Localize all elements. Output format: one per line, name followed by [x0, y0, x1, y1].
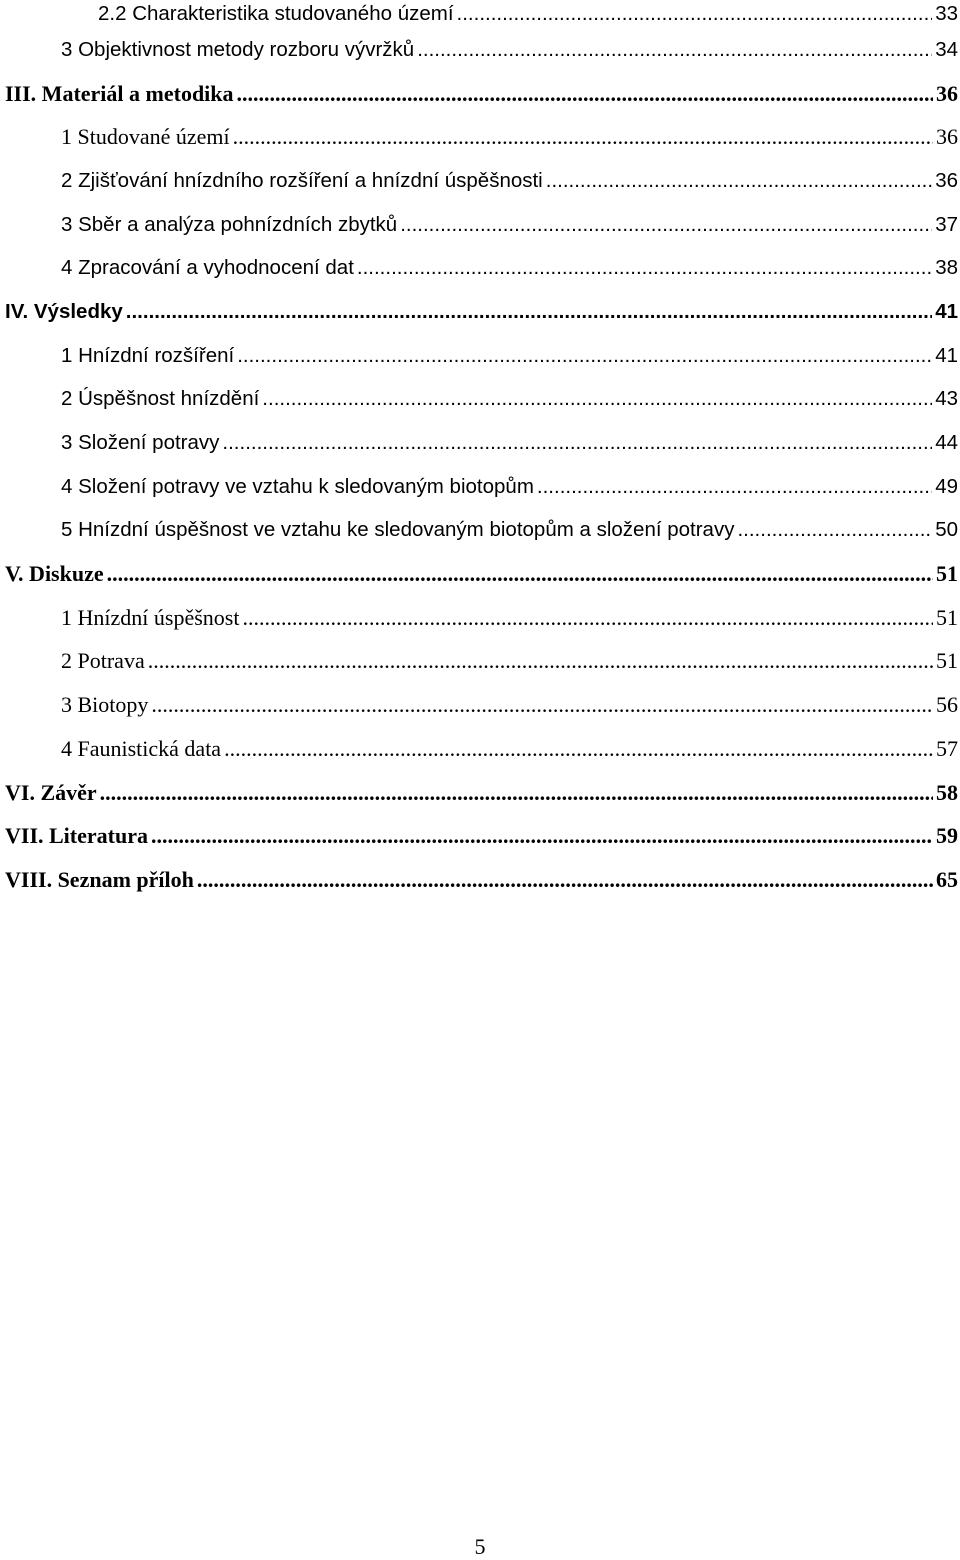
- toc-entry-title: VI. Závěr: [5, 779, 97, 805]
- toc-entry-page: 36: [935, 168, 958, 192]
- toc-entry-page: 51: [936, 604, 958, 630]
- toc-entry-title: 2 Úspěšnost hnízdění: [61, 387, 260, 411]
- toc-entry[interactable]: [5, 378, 960, 422]
- toc-entry-page: 51: [936, 561, 958, 587]
- toc-entry-title: 3 Objektivnost metody rozboru vývržků: [61, 37, 415, 61]
- toc-entry-page: 36: [936, 124, 958, 150]
- toc-entry-page: 58: [936, 779, 958, 805]
- toc-entry-page: 44: [935, 431, 958, 455]
- toc-entry[interactable]: [5, 0, 960, 28]
- page-number: 5: [474, 1534, 486, 1559]
- toc-entry-title: 4 Složení potravy ve vztahu k sledovaným biotopům: [61, 474, 534, 498]
- toc-entry-title: VIII. Seznam příloh: [5, 866, 194, 892]
- toc-entry-page: 41: [935, 343, 958, 367]
- toc-entry-page: 65: [936, 866, 958, 892]
- toc-entry-page: 37: [935, 212, 958, 236]
- toc-leader-dots: [126, 300, 932, 324]
- toc-entry[interactable]: [5, 858, 960, 902]
- toc-entry[interactable]: [5, 814, 960, 858]
- toc-entry[interactable]: [5, 115, 960, 159]
- toc-leader-dots: [262, 387, 932, 411]
- toc-entry-page: 59: [936, 823, 958, 849]
- toc-entry[interactable]: [5, 552, 960, 596]
- toc-leader-dots: [457, 2, 933, 26]
- toc-leader-dots: [237, 344, 932, 368]
- toc-entry-title: 1 Hnízdní úspěšnost: [61, 604, 240, 630]
- toc-leader-dots: [537, 475, 932, 499]
- toc-entry-title: V. Diskuze: [5, 561, 104, 587]
- toc-leader-dots: [197, 867, 933, 893]
- toc-entry-page: 49: [935, 474, 958, 498]
- toc-entry-title: IV. Výsledky: [5, 299, 123, 323]
- toc-entry-title: VII. Literatura: [5, 823, 148, 849]
- toc-entry-title: 3 Sběr a analýza pohnízdních zbytků: [61, 212, 398, 236]
- toc-entry[interactable]: [5, 509, 960, 553]
- toc-entry-page: 57: [936, 735, 958, 761]
- toc-entry-page: 43: [935, 387, 958, 411]
- toc-leader-dots: [357, 256, 932, 280]
- toc-entry-title: 4 Zpracování a vyhodnocení dat: [61, 256, 354, 280]
- toc-entry[interactable]: [5, 683, 960, 727]
- toc-entry[interactable]: [5, 640, 960, 684]
- toc-leader-dots: [148, 648, 933, 674]
- toc-entry-page: 56: [936, 692, 958, 718]
- toc-entry[interactable]: [5, 159, 960, 203]
- toc-leader-dots: [237, 81, 933, 107]
- toc-entry-page: 36: [936, 80, 958, 106]
- toc-leader-dots: [417, 38, 932, 62]
- toc-leader-dots: [546, 169, 932, 193]
- toc-leader-dots: [233, 124, 933, 150]
- toc-entry-title: 3 Složení potravy: [61, 431, 220, 455]
- toc-entry[interactable]: [5, 596, 960, 640]
- toc-entry-title: 1 Studované území: [61, 124, 230, 150]
- toc-entry-page: 41: [935, 299, 958, 323]
- toc-leader-dots: [107, 561, 933, 587]
- toc-entry[interactable]: [5, 290, 960, 334]
- toc-entry-page: 34: [935, 37, 958, 61]
- toc-leader-dots: [400, 213, 932, 237]
- toc-leader-dots: [737, 518, 932, 542]
- toc-entry-title: 4 Faunistická data: [61, 735, 222, 761]
- toc-leader-dots: [224, 736, 933, 762]
- toc-entry[interactable]: [5, 334, 960, 378]
- toc-entry[interactable]: [5, 771, 960, 815]
- toc-entry-title: 2.2 Charakteristika studovaného území: [98, 2, 454, 25]
- table-of-contents: [5, 0, 960, 902]
- toc-entry-title: 2 Zjišťování hnízdního rozšíření a hnízdní úspěšnosti: [61, 168, 543, 192]
- toc-entry[interactable]: [5, 246, 960, 290]
- toc-entry-title: 2 Potrava: [61, 648, 145, 674]
- toc-leader-dots: [100, 780, 933, 806]
- toc-entry[interactable]: [5, 28, 960, 72]
- toc-entry[interactable]: [5, 421, 960, 465]
- toc-entry-title: III. Materiál a metodika: [5, 80, 234, 106]
- toc-entry-page: 51: [936, 648, 958, 674]
- toc-entry-page: 33: [935, 2, 958, 25]
- toc-entry-title: 3 Biotopy: [61, 692, 149, 718]
- toc-entry[interactable]: [5, 465, 960, 509]
- toc-leader-dots: [242, 605, 933, 631]
- toc-leader-dots: [151, 823, 933, 849]
- toc-entry-title: 5 Hnízdní úspěšnost ve vztahu ke sledovaným biotopům a složení potravy: [61, 518, 735, 542]
- toc-entry[interactable]: [5, 72, 960, 116]
- toc-entry[interactable]: [5, 727, 960, 771]
- toc-leader-dots: [151, 692, 933, 718]
- toc-entry-title: 1 Hnízdní rozšíření: [61, 343, 235, 367]
- toc-entry-page: 50: [935, 518, 958, 542]
- toc-leader-dots: [222, 431, 932, 455]
- toc-entry[interactable]: [5, 203, 960, 247]
- toc-entry-page: 38: [935, 256, 958, 280]
